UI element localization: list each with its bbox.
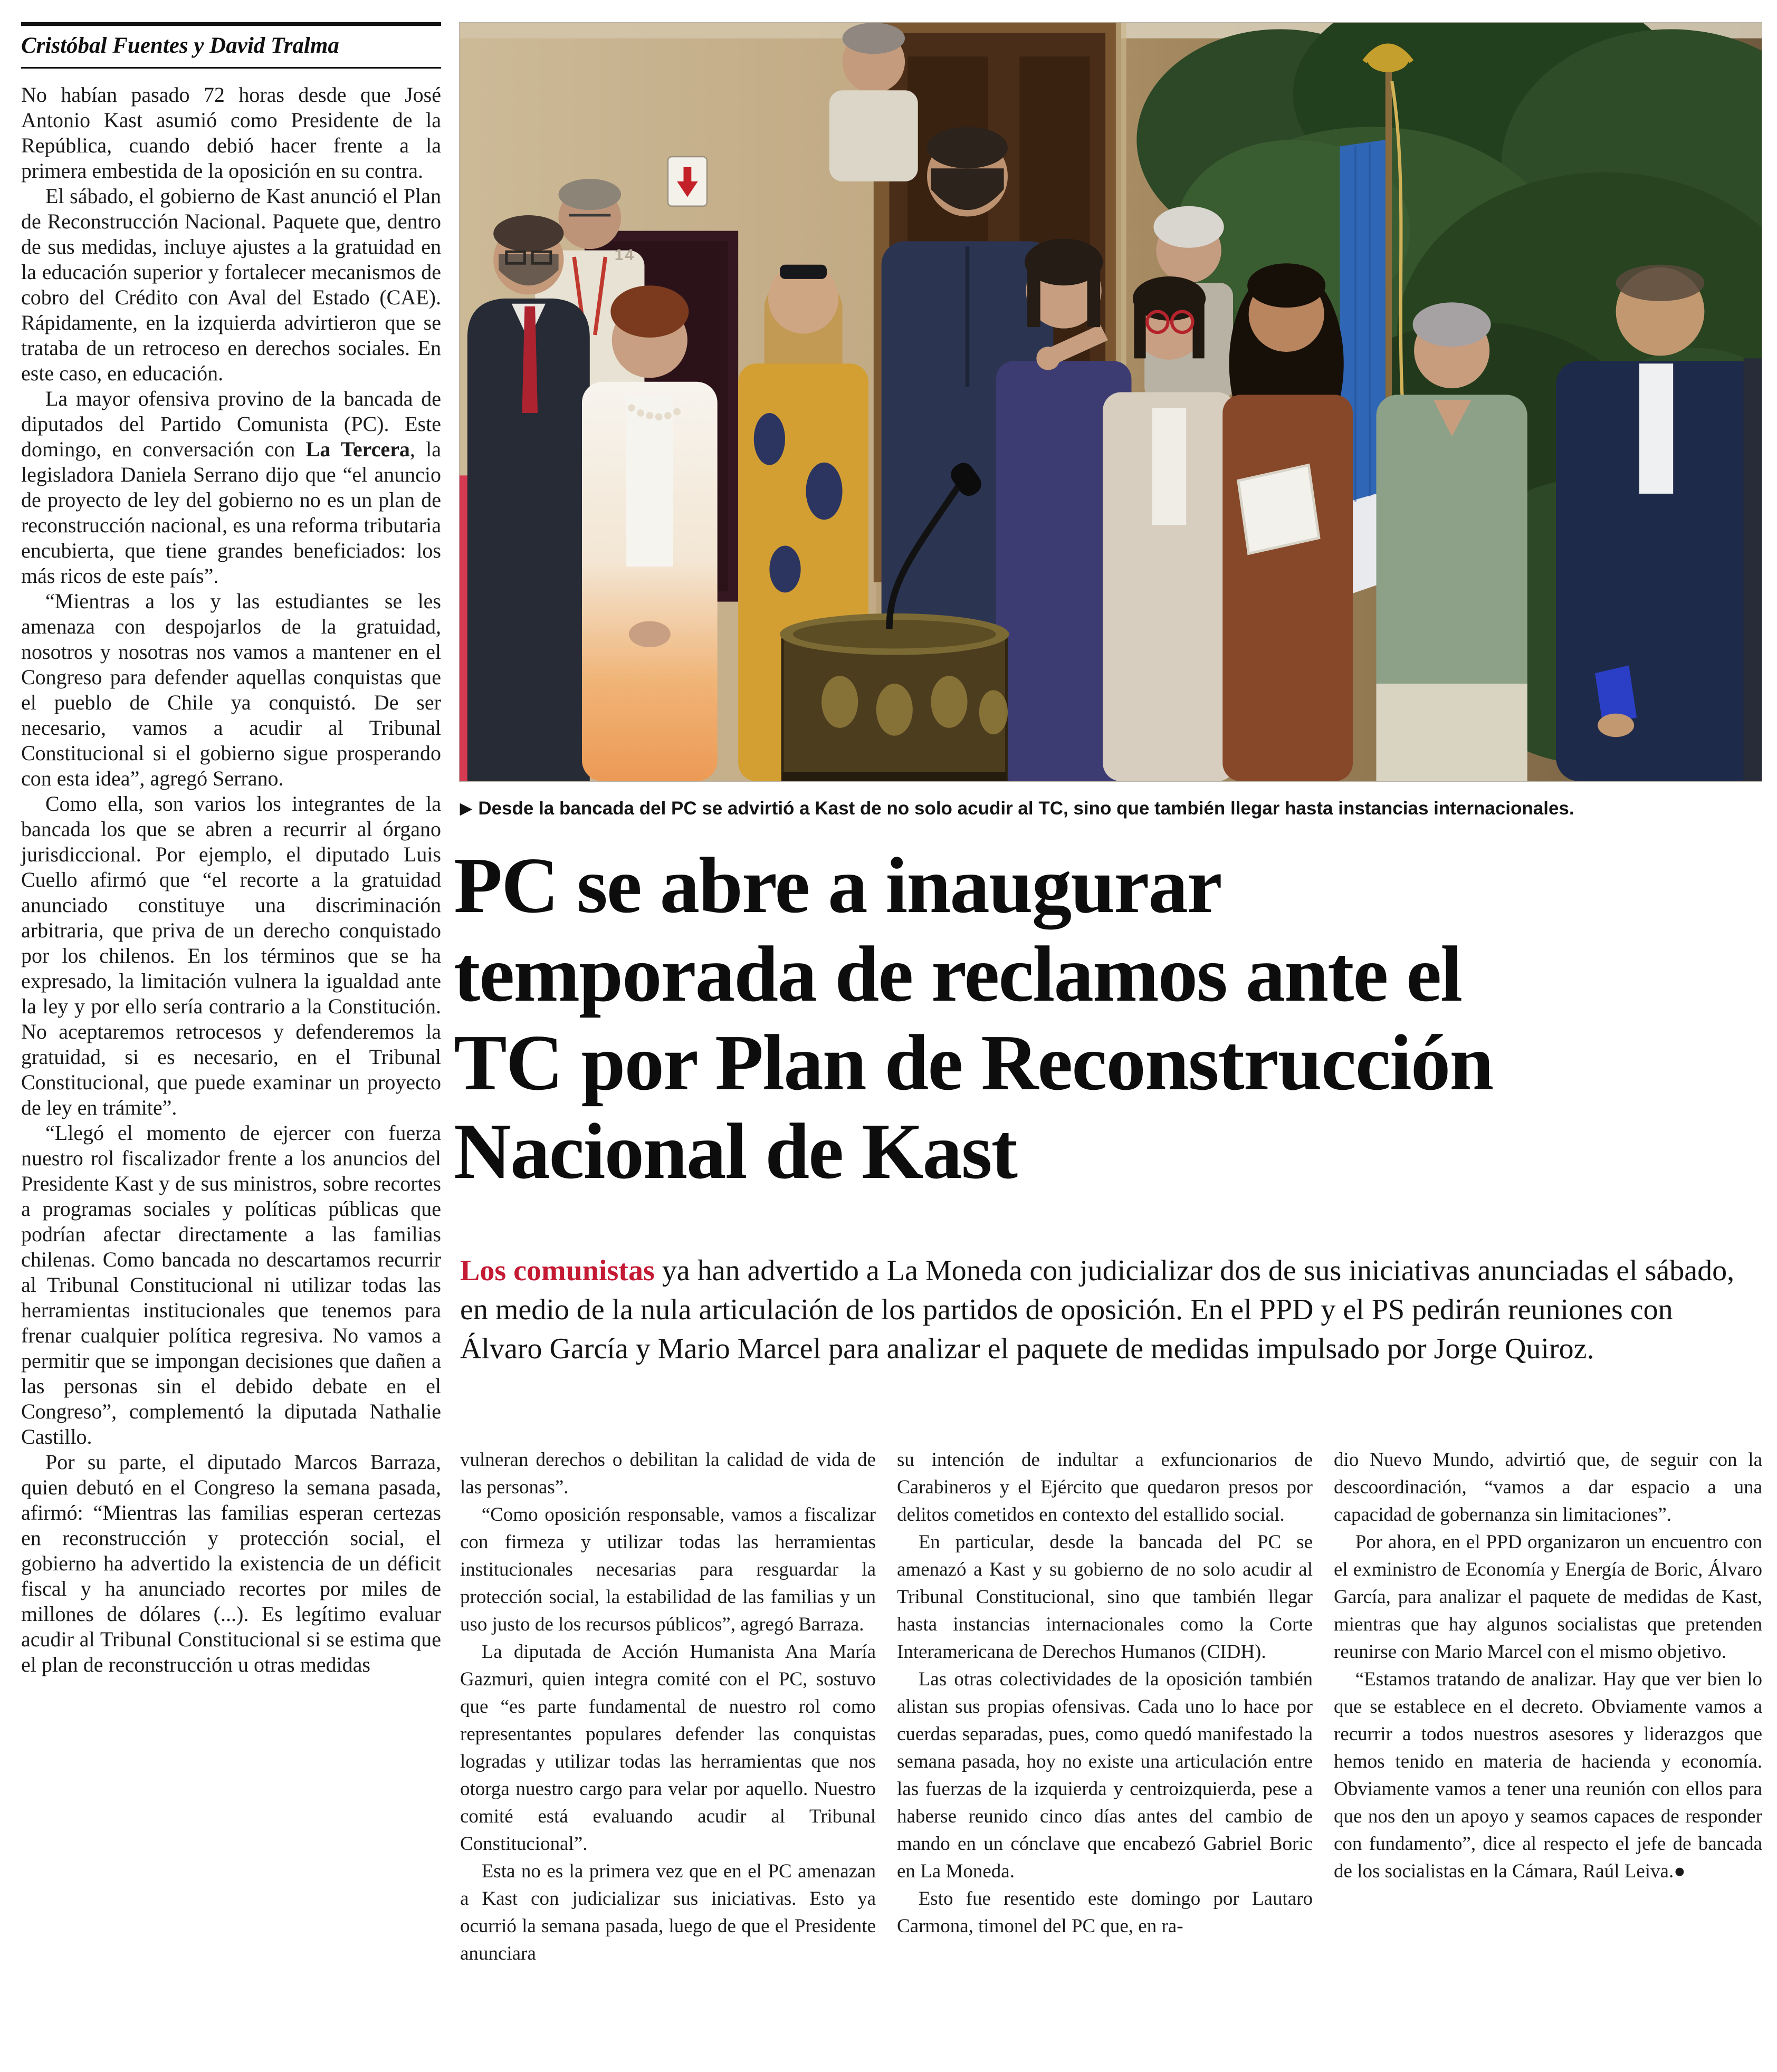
paragraph: vulneran derechos o debilitan la calidad de vida de las personas”. bbox=[460, 1449, 876, 1498]
photo-caption bbox=[460, 797, 1761, 822]
paragraph-text: La mayor ofensiva provino de la bancada de diputados del Partido Comunista (PC). Este domingo, en conversación con bbox=[21, 387, 441, 461]
article-text-col1 bbox=[21, 82, 441, 1677]
paragraph: “Estamos tratando de analizar. Hay que ver bien lo que se establece en el decreto. Obviamente vamos a recurrir a todos nuestros asesores y liderazgos que hemos tenido en materia de hacienda y economía. Obviamente vamos a tener una reunión con ellos para que nos den un apoyo y seamos capaces de responder con fundamento”, dice al respecto el jefe de bancada de los socialistas en la Cámara, Raúl Leiva.● bbox=[1334, 1668, 1762, 1882]
left-article-column bbox=[21, 22, 441, 1677]
paragraph: Esta no es la primera vez que en el PC amenazan a Kast con judicializar sus iniciativas. Esto ya ocurrió la semana pasada, luego de que el Presidente anunciara bbox=[460, 1860, 876, 1964]
podium bbox=[780, 613, 1009, 781]
headline-line: temporada de reclamos ante el bbox=[454, 929, 1462, 1018]
article-text-col4 bbox=[1334, 1446, 1762, 1885]
paragraph: “Llegó el momento de ejercer con fuerza nuestro rol fiscalizador frente a los anuncios del Presidente Kast y de sus ministros, sobre recortes a programas sociales y políticas públicas que podrían afectar directamente a las familias chilenas. Como bancada no descartamos recurrir al Tribunal Constitucional ni utilizar todas las herramientas institucionales que tenemos para frenar cualquier política regresiva. No vamos a permitir que se impongan decisiones que dañen a las personas sin el debido debate en el Congreso”, complementó la diputada Nathalie Castillo. bbox=[21, 1121, 441, 1449]
paragraph: dio Nuevo Mundo, advirtió que, de seguir con la descoordinación, “vamos a dar espacio a una capacidad de gobernanza sin limitaciones”. bbox=[1334, 1449, 1762, 1526]
headline-line: PC se abre a inaugurar bbox=[454, 841, 1221, 929]
byline: Cristóbal Fuentes y David Tralma bbox=[21, 33, 339, 58]
paragraph: En particular, desde la bancada del PC se amenazó a Kast y su gobierno de no solo acudir al Tribunal Constitucional, sino que también llegar hasta instancias internacionales como la Corte Interamericana de Derechos Humanos (CIDH). bbox=[897, 1531, 1313, 1663]
lede-highlight: Los comunistas bbox=[460, 1254, 655, 1287]
paragraph: La diputada de Acción Humanista Ana María Gazmuri, quien integra comité con el PC, sostuvo que “es parte fundamental de nuestro rol como representantes populares defender las conquistas logradas y utilizar todas las herramientas que nos otorga nuestro cargo para velar por aquello. Nuestro comité está evaluando acudir al Tribunal Constitucional”. bbox=[460, 1641, 876, 1855]
paragraph bbox=[21, 386, 441, 589]
paragraph: Las otras colectividades de la oposición también alistan sus propias ofensivas. Cada uno lo hace por cuerdas separadas, pues, como quedó manifestado la semana pasada, hoy no existe una articulación entre las fuerzas de la izquierda y centroizquierda, pese a haberse reunido cinco días antes del cambio de mando en un cónclave que encabezó Gabriel Boric en La Moneda. bbox=[897, 1668, 1313, 1882]
paragraph: Esto fue resentido este domingo por Lautaro Carmona, timonel del PC que, en ra- bbox=[897, 1888, 1313, 1937]
caption-text: Desde la bancada del PC se advirtió a Kast de no solo acudir al TC, sino que también llegar hasta instancias internacionales. bbox=[478, 798, 1574, 819]
paragraph: “Como oposición responsable, vamos a fiscalizar con firmeza y utilizar todas las herramientas institucionales necesarias para resguardar la protección social, la estabilidad de las familias y un uso justo de los recursos públicos”, agregó Barraza. bbox=[460, 1504, 876, 1635]
article-text-col3 bbox=[897, 1446, 1313, 1940]
exit-sign bbox=[668, 157, 707, 206]
headline bbox=[454, 841, 1771, 1195]
article-text-col2 bbox=[460, 1446, 876, 1968]
publication-name: La Tercera bbox=[305, 437, 410, 461]
paragraph: su intención de indultar a exfuncionarios de Carabineros y el Ejército que quedaron presos por delitos cometidos en contexto del estallido social. bbox=[897, 1449, 1313, 1526]
news-photo bbox=[459, 22, 1762, 782]
paragraph-text: , la legisladora Daniela Serrano dijo que “el anuncio de proyecto de ley del gobierno no es un plan de reconstrucción nacional, es una reforma tributaria encubierta, que tiene grandes beneficiados: los más ricos de este país”. bbox=[21, 437, 441, 588]
lede bbox=[460, 1251, 1753, 1368]
caption-arrow-icon: ▶ bbox=[460, 800, 472, 817]
paragraph: Por su parte, el diputado Marcos Barraza, quien debutó en el Congreso la semana pasada, afirmó: “Mientras las familias esperan certezas en reconstrucción y protección social, el gobierno ha advertido la existencia de un déficit fiscal y ha anunciado recortes por miles de millones de dólares (...). Es legítimo evaluar acudir al Tribunal Constitucional si se estima que el plan de reconstrucción u otras medidas bbox=[21, 1450, 441, 1676]
headline-line: Nacional de Kast bbox=[454, 1107, 1017, 1195]
photo-illustration bbox=[460, 23, 1762, 781]
paragraph: Por ahora, en el PPD organizaron un encuentro con el exministro de Economía y Energía de Boric, Álvaro García, para analizar el paquete de medidas de Kast, mientras que hay algunos socialistas que pretenden reunirse con Mario Marcel con el mismo objetivo. bbox=[1334, 1531, 1762, 1663]
paragraph: “Mientras a los y las estudiantes se les amenaza con despojarlos de la gratuidad, nosotros y nosotras nos vamos a mantener en el Congreso para defender aquellas conquistas que el pueblo de Chile ya conquistó. De ser necesario, vamos a acudir al Tribunal Constitucional si el gobierno sigue prosperando con esta idea”, agregó Serrano. bbox=[21, 589, 441, 790]
door-number-label: 14 bbox=[614, 246, 636, 264]
paragraph: El sábado, el gobierno de Kast anunció el Plan de Reconstrucción Nacional. Paquete que, dentro de sus medidas, incluye ajustes a la gratuidad en la educación superior y fortalecer mecanismos de cobro del Crédito con Aval del Estado (CAE). Rápidamente, en la izquierda advirtieron que se trataba de un retroceso en derechos sociales. En este caso, en educación. bbox=[21, 184, 441, 385]
lede-text: ya han advertido a La Moneda con judicializar dos de sus iniciativas anunciadas el sábado, en medio de la nula articulación de los partidos de oposición. En el PPD y el PS pedirán reuniones con Álvaro García y Mario Marcel para analizar el paquete de medidas impulsado por Jorge Quiroz. bbox=[460, 1254, 1735, 1365]
byline-rule-top bbox=[21, 22, 441, 26]
byline-rule-bottom bbox=[21, 67, 441, 69]
paragraph: No habían pasado 72 horas desde que José Antonio Kast asumió como Presidente de la República, cuando debió hacer frente a la primera embestida de la oposición en su contra. bbox=[21, 83, 441, 183]
paragraph: Como ella, son varios los integrantes de la bancada los que se abren a recurrir al órgano jurisdiccional. Por ejemplo, el diputado Luis Cuello afirmó que “el recorte a la gratuidad anunciado constituye una discriminación arbitraria, que priva de un derecho conquistado por los chilenos. En los términos que se ha expresado, la limitación vulnera la igualdad ante la ley y por ello sería contrario a la Constitución. No aceptaremos retrocesos y defenderemos la gratuidad, si es necesario, en el Tribunal Constitucional, que puede examinar un proyecto de ley en trámite”. bbox=[21, 792, 441, 1119]
headline-line: TC por Plan de Reconstrucción bbox=[454, 1018, 1493, 1107]
